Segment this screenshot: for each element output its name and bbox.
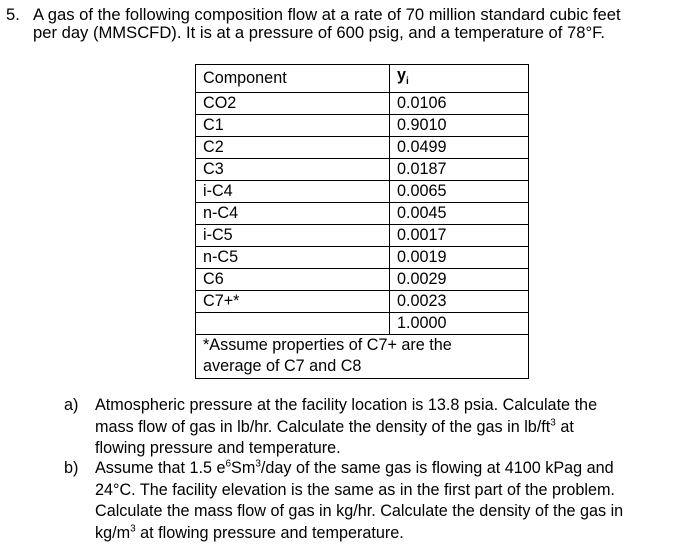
header-y-symbol: y <box>397 66 407 84</box>
component-cell: n-C4 <box>196 203 390 225</box>
total-cell: 1.0000 <box>390 313 529 335</box>
header-component: Component <box>196 65 390 93</box>
component-cell: i-C4 <box>196 181 390 203</box>
fraction-cell: 0.0187 <box>390 159 529 181</box>
total-label-cell <box>196 313 390 335</box>
table-row <box>196 93 529 115</box>
component-cell: C7+* <box>196 291 390 313</box>
table-note-row <box>196 335 529 379</box>
fraction-cell: 0.0045 <box>390 203 529 225</box>
component-cell: C6 <box>196 269 390 291</box>
fraction-cell: 0.0017 <box>390 225 529 247</box>
component-cell: C3 <box>196 159 390 181</box>
table-total-row <box>196 313 529 335</box>
component-cell: i-C5 <box>196 225 390 247</box>
question-b-line-1-b: Sm <box>231 459 256 477</box>
footnote-line-2: average of C7 and C8 <box>203 357 362 376</box>
question-b-text <box>95 458 695 544</box>
question-a-line-2-text: mass flow of gas in lb/hr. Calculate the density of the gas in lb/ft <box>95 417 551 436</box>
question-b-line-3: Calculate the mass flow of gas in kg/hr. Calculate the density of the gas in <box>95 502 624 520</box>
question-b-line-4 <box>95 523 695 545</box>
footnote-line-1: *Assume properties of C7+ are the <box>203 336 452 355</box>
header-mole-fraction <box>390 65 529 93</box>
fraction-cell: 0.0023 <box>390 291 529 313</box>
question-b-line-1-c: /day of the same gas is flowing at 4100 kPag and <box>260 459 614 477</box>
cubic-superscript: 3 <box>550 417 556 429</box>
header-y-subscript: i <box>406 76 409 88</box>
table-row <box>196 159 529 181</box>
fraction-cell: 0.0106 <box>390 93 529 115</box>
question-b-line-1 <box>95 458 695 480</box>
table-row <box>196 203 529 225</box>
table-row <box>196 225 529 247</box>
component-cell: C2 <box>196 137 390 159</box>
fraction-cell: 0.0499 <box>390 137 529 159</box>
cubic-superscript: 3 <box>255 458 261 470</box>
component-cell: C1 <box>196 115 390 137</box>
question-b-line-1-a: Assume that 1.5 e <box>95 459 226 477</box>
question-b-label: b) <box>64 459 79 477</box>
component-cell: CO2 <box>196 93 390 115</box>
problem-number: 5. <box>6 5 20 24</box>
question-a-line-2 <box>95 417 695 439</box>
composition-table <box>195 64 529 379</box>
table-row <box>196 269 529 291</box>
cubic-superscript: 3 <box>130 523 136 535</box>
fraction-cell: 0.0065 <box>390 181 529 203</box>
table-footnote <box>196 335 529 379</box>
fraction-cell: 0.0019 <box>390 247 529 269</box>
table-header-row <box>196 65 529 93</box>
question-a-line-1: Atmospheric pressure at the facility location is 13.8 psia. Calculate the <box>95 396 598 414</box>
table-row <box>196 137 529 159</box>
problem-text-line-1: A gas of the following composition flow at a rate of 70 million standard cubic feet <box>33 5 621 24</box>
fraction-cell: 0.9010 <box>390 115 529 137</box>
exponent-superscript: 6 <box>225 458 232 470</box>
table-row <box>196 181 529 203</box>
question-a-label: a) <box>64 396 79 414</box>
table-row <box>196 291 529 313</box>
question-b-line-4-a: kg/m <box>95 523 131 542</box>
question-a-line-3: flowing pressure and temperature. <box>95 439 341 457</box>
problem-text-line-2: per day (MMSCFD). It is at a pressure of 600 psig, and a temperature of 78°F. <box>33 23 605 42</box>
question-b-line-2: 24°C. The facility elevation is the same as in the first part of the problem. <box>95 480 615 499</box>
table-row <box>196 247 529 269</box>
question-a-line-2-end: at <box>555 417 574 436</box>
table-row <box>196 115 529 137</box>
fraction-cell: 0.0029 <box>390 269 529 291</box>
question-b-line-4-b: at flowing pressure and temperature. <box>135 523 404 542</box>
question-a-text <box>95 395 695 460</box>
component-cell: n-C5 <box>196 247 390 269</box>
